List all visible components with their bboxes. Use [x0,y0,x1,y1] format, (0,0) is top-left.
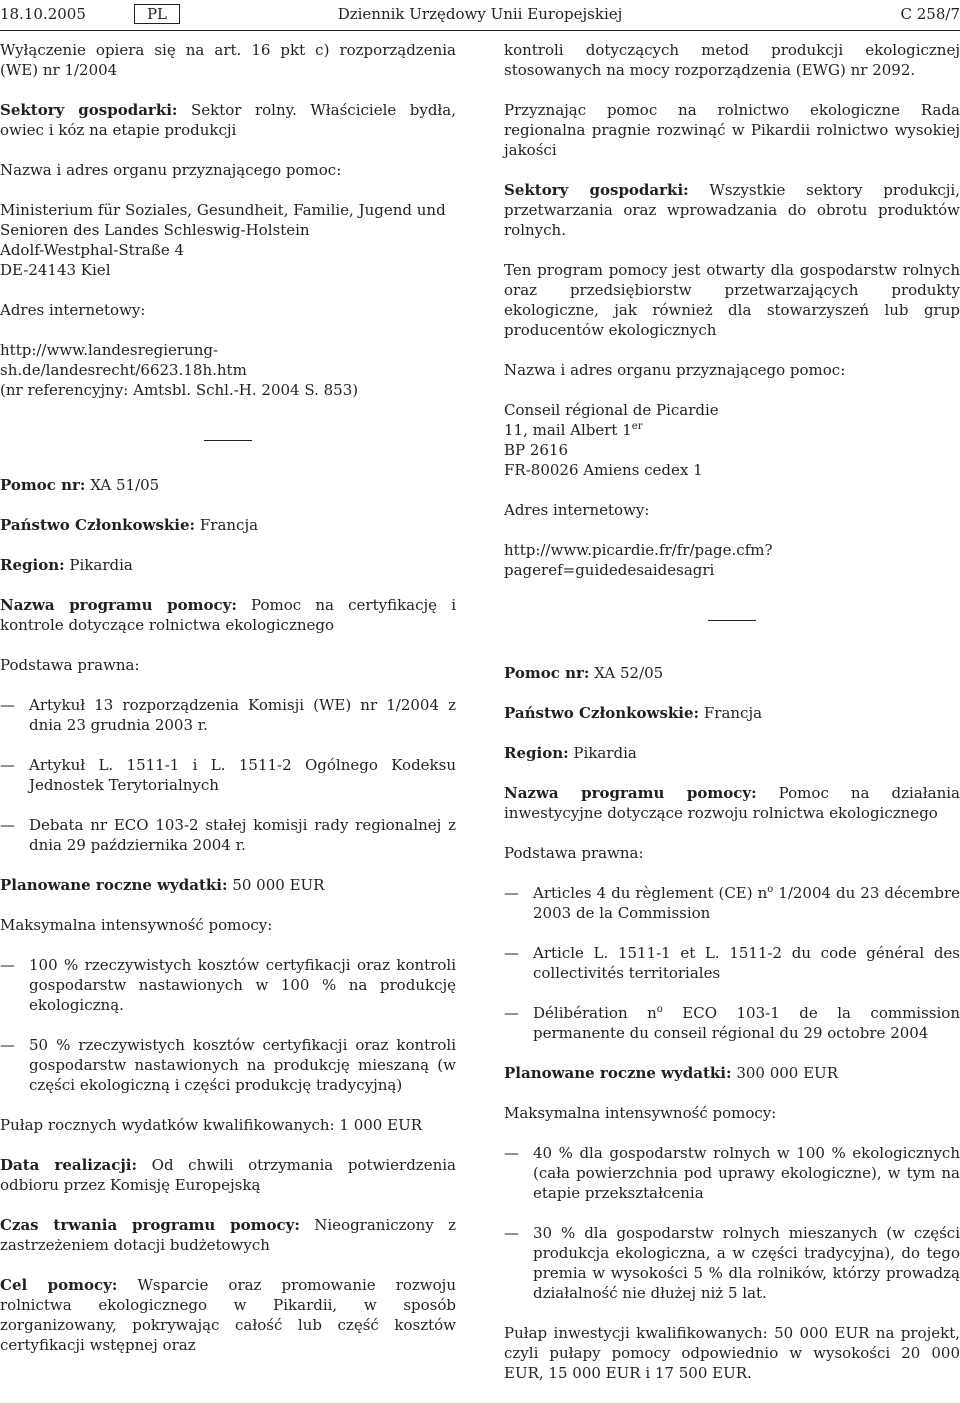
sectors-paragraph [504,180,960,240]
open-note: Ten program pomocy jest otwarty dla gospodarstw rolnych oraz przedsiębiorstw przetwarzających produkty ekologiczne, jak również dla stowarzyszeń lub grup producentów ekologicznych [504,261,960,339]
region-value: Pikardia [64,556,133,574]
intensity-list [504,1143,960,1303]
list-item: — Debata nr ECO 103-2 stałej komisji rady regionalnej z dnia 29 października 2004 r. [0,815,456,855]
address-line-3: DE-24143 Kiel [0,261,111,279]
duration-label: Czas trwania programu pomocy: [0,1216,300,1234]
language-badge: PL [134,4,180,24]
address-line-2: Adolf-Westphal-Straße 4 [0,241,185,259]
implementation-paragraph [0,1155,456,1195]
address-superscript: er [631,421,643,432]
list-item: — Artykuł L. 1511-1 i L. 1511-2 Ogólnego Kodeksu Jednostek Terytorialnych [0,755,456,795]
duration-value: Nieograniczony z zastrzeżeniem dotacji budżetowych [0,1216,456,1254]
list-item: — 40 % dla gospodarstw rolnych w 100 % ekologicznych (cała powierzchnia pod uprawy ekologiczne), w tym na etapie przekształcenia [504,1143,960,1203]
list-item: — 50 % rzeczywistych kosztów certyfikacji oraz kontroli gospodarstw nastawionych na produkcję mieszaną (w części ekologiczną i części produkcję tradycyjną) [0,1035,456,1095]
aid-number-paragraph [504,663,960,683]
expenditure-paragraph [504,1063,960,1083]
aid-number-value: XA 51/05 [85,476,160,494]
address-line-1: Ministerium für Soziales, Gesundheit, Familie, Jugend und Senioren des Landes Schleswig-Holstein [0,201,446,239]
region-label: Region: [0,556,65,574]
sectors-value: Sektor rolny. Właściciele bydła, owiec i kóz na etapie produkcji [0,101,457,139]
web-address-link[interactable]: http://www.landesregierung-sh.de/landesrecht/6623.18h.htm [0,341,247,379]
address-line-1: Conseil régional de Picardie [504,401,719,419]
list-item [504,883,960,923]
implementation-value: Od chwili otrzymania potwierdzenia odbioru przez Komisję Europejską [0,1156,456,1194]
region-label: Region: [504,744,569,762]
list-item: — Article L. 1511-1 et L. 1511-2 du code général des collectivités territoriales [504,943,960,983]
legal-text: Articles 4 du règlement (CE) n [533,884,768,902]
legal-basis-label: Podstawa prawna: [504,844,644,862]
web-reference: (nr referencyjny: Amtsbl. Schl.-H. 2004 S. 853) [0,381,359,399]
list-item: — 100 % rzeczywistych kosztów certyfikacji oraz kontroli gospodarstw nastawionych w 100 % na produkcję ekologiczną. [0,955,456,1015]
expenditure-label: Planowane roczne wydatki: [504,1064,732,1082]
intensity-label: Maksymalna intensywność pomocy: [0,916,273,934]
scheme-value: Pomoc na certyfikację i kontrole dotyczące rolnictwa ekologicznego [0,596,456,634]
objective-continuation: kontroli dotyczących metod produkcji ekologicznej stosowanych na mocy rozporządzenia (EWG) nr 2092. [504,41,960,79]
right-column [504,40,960,1403]
member-state-label: Państwo Członkowskie: [0,516,196,534]
legal-superscript: o [656,1004,663,1015]
expenditure-label: Planowane roczne wydatki: [0,876,228,894]
web-address-link[interactable]: http://www.picardie.fr/fr/page.cfm?pageref=guidedesaidesagri [504,541,773,579]
expenditure-value: 50 000 EUR [227,876,325,894]
legal-basis-label: Podstawa prawna: [0,656,140,674]
address-line-3: BP 2616 [504,441,569,459]
legal-text: 1/2004 du 23 décembre 2003 de la Commission [533,884,960,922]
list-item: — 30 % dla gospodarstw rolnych mieszanych (w części produkcja ekologiczna, a w części tradycyjna), do tego premia w wysokości 5 % dla rolników, którzy prowadzą działalność nie dłużej niż 5 lat. [504,1223,960,1303]
member-state-paragraph [504,703,960,723]
granting-body-label: Nazwa i adres organu przyznającego pomoc: [504,361,846,379]
section-separator [708,620,756,621]
intensity-label: Maksymalna intensywność pomocy: [504,1104,777,1122]
objective-label: Cel pomocy: [0,1276,118,1294]
address-text: 11, mail Albert 1 [504,421,632,439]
sectors-label: Sektory gospodarki: [0,101,178,119]
scheme-paragraph [0,595,456,635]
legal-basis-list [0,695,456,855]
sectors-value: Wszystkie sektory produkcji, przetwarzania oraz wprowadzania do obrotu produktów rolnych. [504,181,960,239]
list-item: — Artykuł 13 rozporządzenia Komisji (WE) nr 1/2004 z dnia 23 grudnia 2003 r. [0,695,456,735]
web-address-label: Adres internetowy: [0,301,146,319]
web-address-label: Adres internetowy: [504,501,650,519]
journal-title: Dziennik Urzędowy Unii Europejskiej [337,5,623,23]
grant-note: Przyznając pomoc na rolnictwo ekologiczne Rada regionalna pragnie rozwinąć w Pikardii rolnictwo wysokiej jakości [504,101,960,159]
intensity-list [0,955,456,1095]
aid-number-label: Pomoc nr: [0,476,86,494]
expenditure-paragraph [0,875,456,895]
web-address-paragraph [0,340,456,380]
web-address-paragraph [504,540,960,580]
region-value: Pikardia [568,744,637,762]
legal-superscript: o [767,884,774,895]
section-separator [204,440,252,441]
address-line-2 [504,420,960,440]
objective-value: Wsparcie oraz promowanie rozwoju rolnictwa ekologicznego w Pikardii, w sposób zorganizowany, pokrywając całość lub część kosztów certyfikacji wstępnej oraz [0,1276,456,1354]
investment-ceiling: Pułap inwestycji kwalifikowanych: 50 000 EUR na projekt, czyli pułapy pomocy odpowiednio w wysokości 20 000 EUR, 15 000 EUR i 17 500 EUR. [504,1324,960,1382]
list-item [504,1003,960,1043]
legal-text: Délibération n [533,1004,657,1022]
scheme-label: Nazwa programu pomocy: [0,596,237,614]
sectors-paragraph [0,100,456,140]
exemption-text: Wyłączenie opiera się na art. 16 pkt c) rozporządzenia (WE) nr 1/2004 [0,41,456,79]
aid-number-paragraph [0,475,456,495]
scheme-value: Pomoc na działania inwestycyjne dotyczące rozwoju rolnictwa ekologicznego [504,784,960,822]
expenditure-ceiling: Pułap rocznych wydatków kwalifikowanych: 1 000 EUR [0,1116,422,1134]
sectors-label: Sektory gospodarki: [504,181,689,199]
member-state-value: Francja [195,516,259,534]
legal-basis-list [504,883,960,1043]
publication-date: 18.10.2005 [0,5,86,23]
scheme-paragraph [504,783,960,823]
region-paragraph [0,555,456,575]
legal-text: ECO 103-1 de la commission permanente du conseil régional du 29 octobre 2004 [533,1004,960,1042]
implementation-label: Data realizacji: [0,1156,138,1174]
left-column [0,40,456,1375]
duration-paragraph [0,1215,456,1255]
region-paragraph [504,743,960,763]
scheme-label: Nazwa programu pomocy: [504,784,757,802]
expenditure-value: 300 000 EUR [731,1064,838,1082]
page-reference: C 258/7 [900,5,960,23]
member-state-paragraph [0,515,456,535]
address-line-4: FR-80026 Amiens cedex 1 [504,461,703,479]
granting-body-label: Nazwa i adres organu przyznającego pomoc: [0,161,342,179]
aid-number-value: XA 52/05 [589,664,664,682]
member-state-value: Francja [699,704,763,722]
page-header [0,0,960,31]
aid-number-label: Pomoc nr: [504,664,590,682]
member-state-label: Państwo Członkowskie: [504,704,700,722]
objective-paragraph [0,1275,456,1355]
